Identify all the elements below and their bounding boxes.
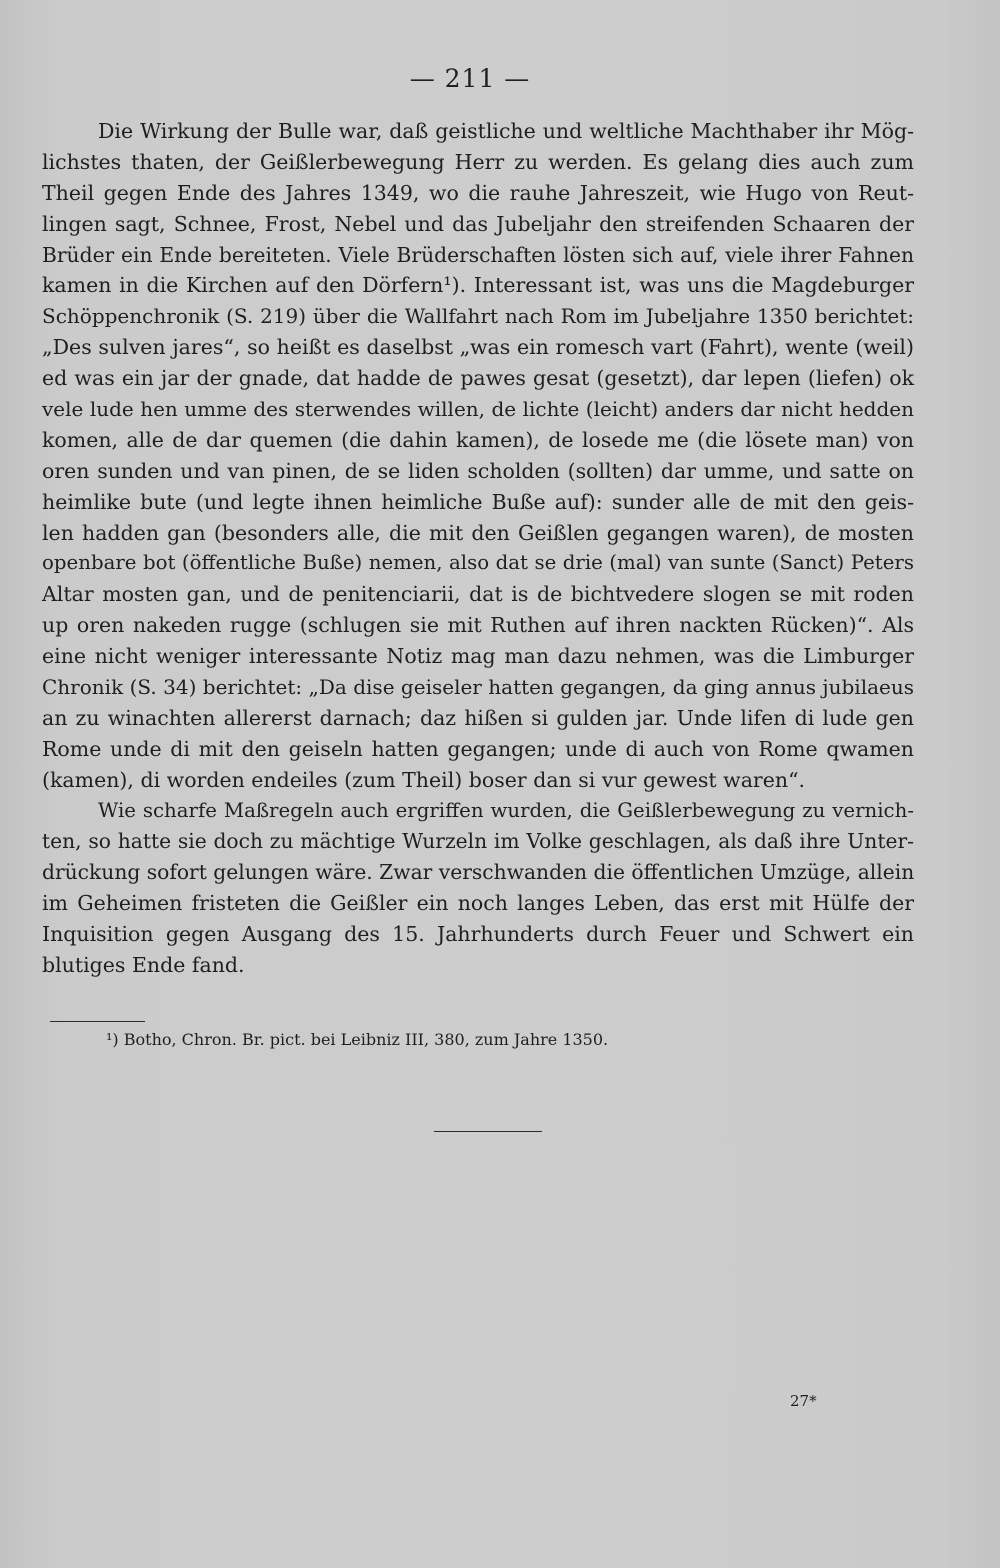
text-line: Chronik (S. 34) berichtet: „Da dise geiseler hatten gegangen, da ging annus jubilaeus <box>42 675 914 700</box>
text-line: Brüder ein Ende bereiteten. Viele Brüderschaften lösten sich auf, viele ihrer Fahnen <box>42 242 914 267</box>
text-line: vele lude hen umme des sterwendes willen, de lichte (leicht) anders dar nicht hedden <box>42 397 914 422</box>
text-line: ten, so hatte sie doch zu mächtige Wurzeln im Volke geschlagen, als daß ihre Unter- <box>42 829 914 854</box>
text-line: len hadden gan (besonders alle, die mit den Geißlen gegangen waren), de mosten <box>42 520 914 545</box>
text-line: Theil gegen Ende des Jahres 1349, wo die rauhe Jahreszeit, wie Hugo von Reut- <box>42 180 914 205</box>
text-line: oren sunden und van pinen, de se liden scholden (sollten) dar umme, und satte on <box>42 458 914 483</box>
text-line: blutiges Ende fand. <box>42 953 245 978</box>
text-line: komen, alle de dar quemen (die dahin kamen), de losede me (die lösete man) von <box>42 427 914 452</box>
text-line: Altar mosten gan, und de penitenciarii, dat is de bichtvedere slogen se mit roden <box>42 582 914 607</box>
text-line: (kamen), di worden endeiles (zum Theil) boser dan si vur gewest waren“. <box>42 767 806 792</box>
text-line: up oren nakeden rugge (schlugen sie mit Ruthen auf ihren nackten Rücken)“. Als <box>42 613 914 638</box>
text-line: Rome unde di mit den geiseln hatten gegangen; unde di auch von Rome qwamen <box>42 736 914 761</box>
printer-signature: 27* <box>790 1392 817 1410</box>
text-line: lingen sagt, Schnee, Frost, Nebel und das Jubeljahr den streifenden Schaaren der <box>42 211 914 236</box>
text-line: kamen in die Kirchen auf den Dörfern¹). Interessant ist, was uns die Magdeburger <box>42 273 914 298</box>
text-line: an zu winachten allererst darnach; daz hißen si gulden jar. Unde lifen di lude gen <box>42 705 914 730</box>
text-line: lichstes thaten, der Geißlerbewegung Herr zu werden. Es gelang dies auch zum <box>42 149 914 174</box>
text-line: im Geheimen fristeten die Geißler ein noch langes Leben, das erst mit Hülfe der <box>42 891 914 916</box>
text-line: openbare bot (öffentliche Buße) nemen, also dat se drie (mal) van sunte (Sanct) Peters <box>42 551 914 575</box>
footnote: ¹) Botho, Chron. Br. pict. bei Leibniz III, 380, zum Jahre 1350. <box>106 1030 609 1049</box>
text-line: Die Wirkung der Bulle war, daß geistliche und weltliche Machthaber ihr Mög- <box>98 119 914 143</box>
text-line: heimlike bute (und legte ihnen heimliche Buße auf): sunder alle de mit den geis- <box>42 489 914 514</box>
text-line: ed was ein jar der gnade, dat hadde de pawes gesat (gesetzt), dar lepen (liefen) ok <box>42 366 914 391</box>
text-line: „Des sulven jares“, so heißt es daselbst „was ein romesch vart (Fahrt), wente (weil) <box>42 335 914 360</box>
paragraph-2 <box>42 796 914 981</box>
text-line: drückung sofort gelungen wäre. Zwar verschwanden die öffentlichen Umzüge, allein <box>42 860 915 885</box>
text-line: Inquisition gegen Ausgang des 15. Jahrhunderts durch Feuer und Schwert ein <box>42 922 914 947</box>
body-text <box>42 116 914 981</box>
page-number: — 211 — <box>409 64 531 93</box>
text-line: Wie scharfe Maßregeln auch ergriffen wurden, die Geißlerbewegung zu vernich- <box>98 798 914 822</box>
footnote-divider <box>50 1021 145 1022</box>
text-line: eine nicht weniger interessante Notiz mag man dazu nehmen, was die Limburger <box>42 644 914 669</box>
section-end-rule <box>434 1131 542 1132</box>
paragraph-1 <box>42 116 914 796</box>
text-line: Schöppenchronik (S. 219) über die Wallfahrt nach Rom im Jubeljahre 1350 berichtet: <box>42 304 914 329</box>
